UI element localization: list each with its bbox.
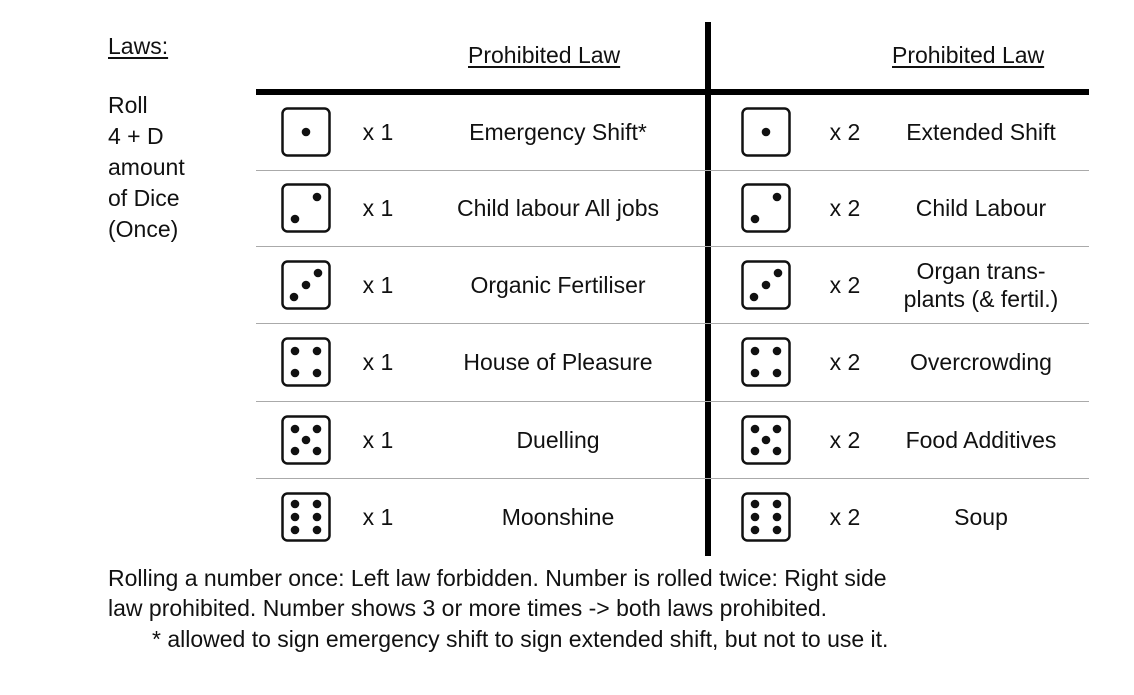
pip	[291, 499, 300, 508]
pip	[313, 446, 322, 455]
pip	[773, 369, 782, 378]
footer-line: Rolling a number once: Left law forbidden. Number is rolled twice: Right side	[108, 565, 887, 591]
die-face-6-icon	[281, 492, 331, 542]
left-count: x 1	[362, 503, 394, 530]
right-count: x 2	[829, 349, 861, 375]
right-law: Organ trans- plants (& fertil.)	[903, 257, 1059, 312]
pip	[291, 512, 300, 521]
pip	[313, 525, 322, 534]
left-law: Child labour All jobs	[456, 195, 659, 221]
pip	[291, 424, 300, 433]
pip	[751, 215, 760, 224]
pip	[291, 347, 300, 356]
laws-title: Laws:	[108, 33, 169, 59]
pip	[302, 280, 311, 289]
right-count: x 2	[829, 503, 861, 530]
die-face-5-icon	[741, 415, 791, 465]
left-law: Moonshine	[501, 503, 615, 530]
right-law: Food Additives	[905, 426, 1057, 453]
pip	[291, 525, 300, 534]
pip	[290, 292, 299, 301]
pip	[773, 424, 782, 433]
pip	[314, 268, 323, 277]
right-law: Extended Shift	[906, 118, 1056, 145]
left-header: Prohibited Law	[468, 42, 621, 68]
die-face-5-icon	[281, 415, 331, 465]
die-face-2-icon	[281, 183, 331, 233]
pip	[750, 292, 759, 301]
pip	[751, 512, 760, 521]
left-count: x 1	[362, 195, 394, 221]
left-law: House of Pleasure	[463, 349, 653, 375]
die-face-2-icon	[741, 183, 791, 233]
pip	[291, 369, 300, 378]
right-count: x 2	[829, 426, 861, 453]
right-count: x 2	[829, 271, 861, 298]
pip	[302, 435, 311, 444]
left-count: x 1	[362, 426, 394, 453]
pip	[773, 446, 782, 455]
pip	[762, 127, 771, 136]
die-face-4-icon	[741, 337, 791, 387]
die-face-4-icon	[281, 337, 331, 387]
right-count: x 2	[829, 195, 861, 221]
pip	[774, 268, 783, 277]
instruction-line: Roll	[108, 92, 148, 118]
pip	[751, 446, 760, 455]
pip	[762, 435, 771, 444]
instruction-line: of Dice	[108, 185, 180, 211]
right-count: x 2	[829, 118, 861, 145]
pip	[291, 215, 300, 224]
pip	[773, 512, 782, 521]
right-law: Child Labour	[915, 195, 1047, 221]
pip	[291, 446, 300, 455]
right-law: Overcrowding	[910, 349, 1052, 375]
die-face-6-icon	[741, 492, 791, 542]
pip	[751, 424, 760, 433]
instruction-line: (Once)	[108, 216, 179, 242]
pip	[751, 525, 760, 534]
pip	[313, 512, 322, 521]
left-law: Duelling	[516, 426, 600, 453]
pip	[762, 280, 771, 289]
footer-line: law prohibited. Number shows 3 or more times -> both laws prohibited.	[108, 595, 828, 621]
pip	[313, 424, 322, 433]
instruction-line: 4 + D	[108, 123, 164, 149]
die-face-3-icon	[281, 260, 331, 310]
instruction-line: amount	[108, 154, 185, 180]
left-law: Emergency Shift*	[469, 118, 647, 145]
pip	[773, 193, 782, 202]
die-face-3-icon	[741, 260, 791, 310]
right-law: Soup	[954, 503, 1008, 530]
left-count: x 1	[362, 349, 394, 375]
right-header: Prohibited Law	[892, 42, 1045, 68]
pip	[302, 127, 311, 136]
footnote: * allowed to sign emergency shift to sign extended shift, but not to use it.	[152, 626, 889, 652]
pip	[751, 499, 760, 508]
pip	[773, 499, 782, 508]
die-face-1-icon	[281, 107, 331, 157]
die-face-1-icon	[741, 107, 791, 157]
column-divider	[705, 22, 711, 556]
pip	[773, 525, 782, 534]
pip	[313, 369, 322, 378]
pip	[751, 369, 760, 378]
pip	[773, 347, 782, 356]
pip	[313, 193, 322, 202]
left-law: Organic Fertiliser	[470, 271, 646, 298]
pip	[313, 347, 322, 356]
left-count: x 1	[362, 118, 394, 145]
pip	[313, 499, 322, 508]
left-count: x 1	[362, 271, 394, 298]
pip	[751, 347, 760, 356]
roll-instructions	[108, 90, 185, 245]
